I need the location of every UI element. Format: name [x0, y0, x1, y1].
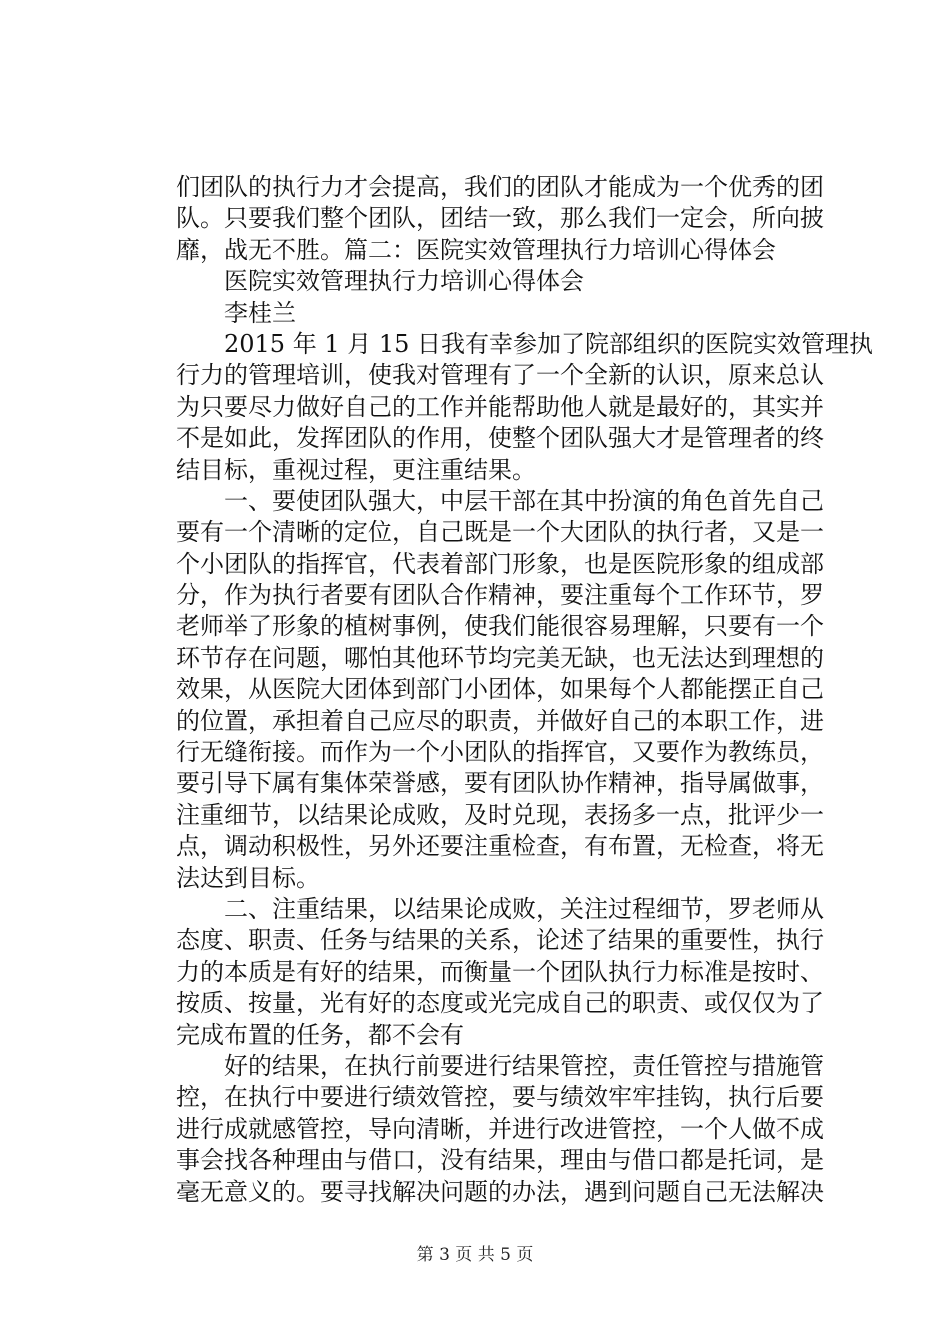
text-line: 行无缝衔接。而作为一个小团队的指挥官，又要作为教练员， [176, 738, 824, 767]
document-body [176, 172, 874, 1208]
text-line: 们团队的执行力才会提高，我们的团队才能成为一个优秀的团 [176, 173, 824, 201]
text-line: 效果，从医院大团体到部门小团体，如果每个人都能摆正自己 [176, 675, 824, 704]
text-line: 法达到目标。 [176, 863, 320, 892]
text-line: 医院实效管理执行力培训心得体会 [176, 267, 584, 296]
text-line: 要有一个清晰的定位，自己既是一个大团队的执行者，又是一 [176, 518, 824, 547]
text-line: 进行成就感管控，导向清晰，并进行改进管控，一个人做不成 [176, 1114, 824, 1143]
text-line: 分，作为执行者要有团队合作精神，要注重每个工作环节，罗 [176, 581, 824, 610]
text-line: 二、注重结果，以结果论成败，关注过程细节，罗老师从 [176, 894, 824, 923]
text-line: 的位置，承担着自己应尽的职责，并做好自己的本职工作，进 [176, 706, 824, 735]
text-line: 行力的管理培训，使我对管理有了一个全新的认识，原来总认 [176, 361, 824, 390]
text-line: 老师举了形象的植树事例，使我们能很容易理解，只要有一个 [176, 612, 824, 641]
text-line: 一、要使团队强大，中层干部在其中扮演的角色首先自己 [176, 486, 824, 515]
text-line: 注重细节，以结果论成败，及时兑现，表扬多一点，批评少一 [176, 800, 824, 829]
text-line: 点，调动积极性，另外还要注重检查，有布置，无检查，将无 [176, 832, 824, 861]
text-line: 为只要尽力做好自己的工作并能帮助他人就是最好的，其实并 [176, 392, 824, 421]
text-line: 结目标，重视过程，更注重结果。 [176, 455, 536, 484]
text-line: 不是如此，发挥团队的作用，使整个团队强大才是管理者的终 [176, 424, 824, 453]
text-line: 完成布置的任务，都不会有 [176, 1020, 464, 1049]
text-line: 事会找各种理由与借口，没有结果，理由与借口都是托词，是 [176, 1146, 824, 1175]
text-line: 队。只要我们整个团队，团结一致，那么我们一定会，所向披 [176, 204, 824, 233]
text-line: 态度、职责、任务与结果的关系，论述了结果的重要性，执行 [176, 926, 824, 955]
text-line: 力的本质是有好的结果，而衡量一个团队执行力标准是按时、 [176, 957, 824, 986]
text-line: 要引导下属有集体荣誉感，要有团队协作精神，指导属做事， [176, 769, 824, 798]
text-line: 按质、按量，光有好的态度或光完成自己的职责、或仅仅为了 [176, 989, 824, 1018]
text-line: 环节存在问题，哪怕其他环节均完美无缺，也无法达到理想的 [176, 643, 824, 672]
text-line: 毫无意义的。要寻找解决问题的办法，遇到问题自己无法解决 [176, 1177, 824, 1206]
text-line: 2015 年 1 月 15 日我有幸参加了院部组织的医院实效管理执 [176, 329, 874, 358]
text-line: 控，在执行中要进行绩效管控，要与绩效牢牢挂钩，执行后要 [176, 1083, 824, 1112]
text-line: 好的结果，在执行前要进行结果管控，责任管控与措施管 [176, 1051, 824, 1080]
page-footer: 第 3 页 共 5 页 [416, 1245, 534, 1265]
text-line: 李桂兰 [176, 298, 296, 327]
text-line: 靡，战无不胜。篇二：医院实效管理执行力培训心得体会 [176, 235, 776, 264]
text-line: 个小团队的指挥官，代表着部门形象，也是医院形象的组成部 [176, 549, 824, 578]
